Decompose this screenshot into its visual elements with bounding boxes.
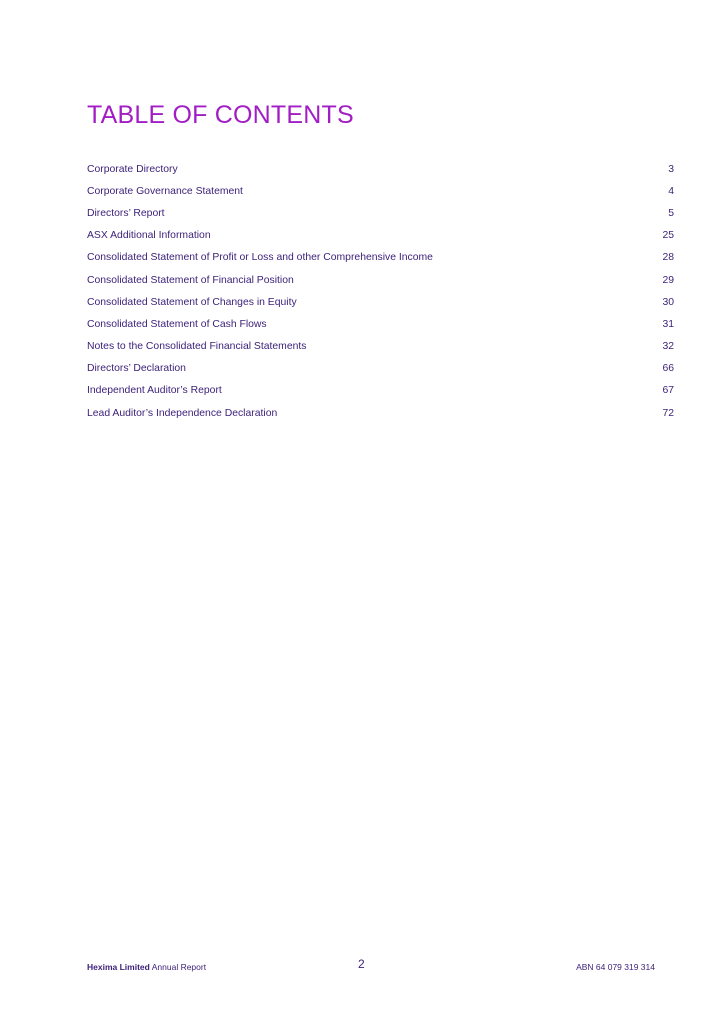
toc-entry-label: Consolidated Statement of Changes in Equity: [87, 296, 297, 308]
toc-entry-page: 5: [668, 207, 674, 219]
toc-entry[interactable]: [87, 291, 674, 313]
toc-entry-label: Lead Auditor’s Independence Declaration: [87, 407, 278, 419]
table-of-contents: [87, 158, 674, 424]
toc-entry[interactable]: [87, 380, 674, 402]
footer-report-name: Annual Report: [151, 962, 207, 972]
toc-entry-label: Independent Auditor’s Report: [87, 385, 222, 397]
toc-entry-label: Directors’ Declaration: [87, 363, 186, 375]
toc-entry[interactable]: [87, 158, 674, 180]
footer-company-name: Hexima Limited: [87, 962, 150, 972]
toc-entry[interactable]: [87, 336, 674, 358]
page-footer: [87, 957, 655, 975]
toc-entry-page: 30: [662, 296, 674, 308]
toc-entry-page: 72: [662, 407, 674, 419]
toc-entry[interactable]: [87, 225, 674, 247]
toc-entry-page: 28: [662, 252, 674, 264]
toc-entry-page: 66: [662, 363, 674, 375]
toc-entry-page: 32: [662, 341, 674, 353]
toc-entry-label: Corporate Directory: [87, 163, 178, 175]
toc-entry-page: 67: [662, 385, 674, 397]
toc-entry[interactable]: [87, 402, 674, 424]
toc-entry[interactable]: [87, 180, 674, 202]
toc-entry-label: Notes to the Consolidated Financial Statements: [87, 341, 307, 353]
toc-entry-label: Consolidated Statement of Financial Position: [87, 274, 294, 286]
toc-entry-page: 4: [668, 185, 674, 197]
page-title: TABLE OF CONTENTS: [87, 101, 354, 129]
toc-entry[interactable]: [87, 313, 674, 335]
toc-entry-label: Consolidated Statement of Cash Flows: [87, 318, 267, 330]
toc-entry-page: 29: [662, 274, 674, 286]
toc-entry[interactable]: [87, 202, 674, 224]
toc-entry-label: Directors’ Report: [87, 207, 165, 219]
toc-entry[interactable]: [87, 269, 674, 291]
footer-report-title: [87, 962, 206, 972]
toc-entry[interactable]: [87, 247, 674, 269]
toc-entry-label: Consolidated Statement of Profit or Loss and other Comprehensive Income: [87, 252, 433, 264]
toc-entry-page: 3: [668, 163, 674, 175]
footer-page-number: 2: [358, 957, 365, 971]
footer-abn: ABN 64 079 319 314: [576, 962, 655, 972]
toc-entry[interactable]: [87, 358, 674, 380]
toc-entry-label: ASX Additional Information: [87, 230, 211, 242]
toc-entry-page: 31: [662, 318, 674, 330]
toc-entry-label: Corporate Governance Statement: [87, 185, 243, 197]
toc-entry-page: 25: [662, 230, 674, 242]
